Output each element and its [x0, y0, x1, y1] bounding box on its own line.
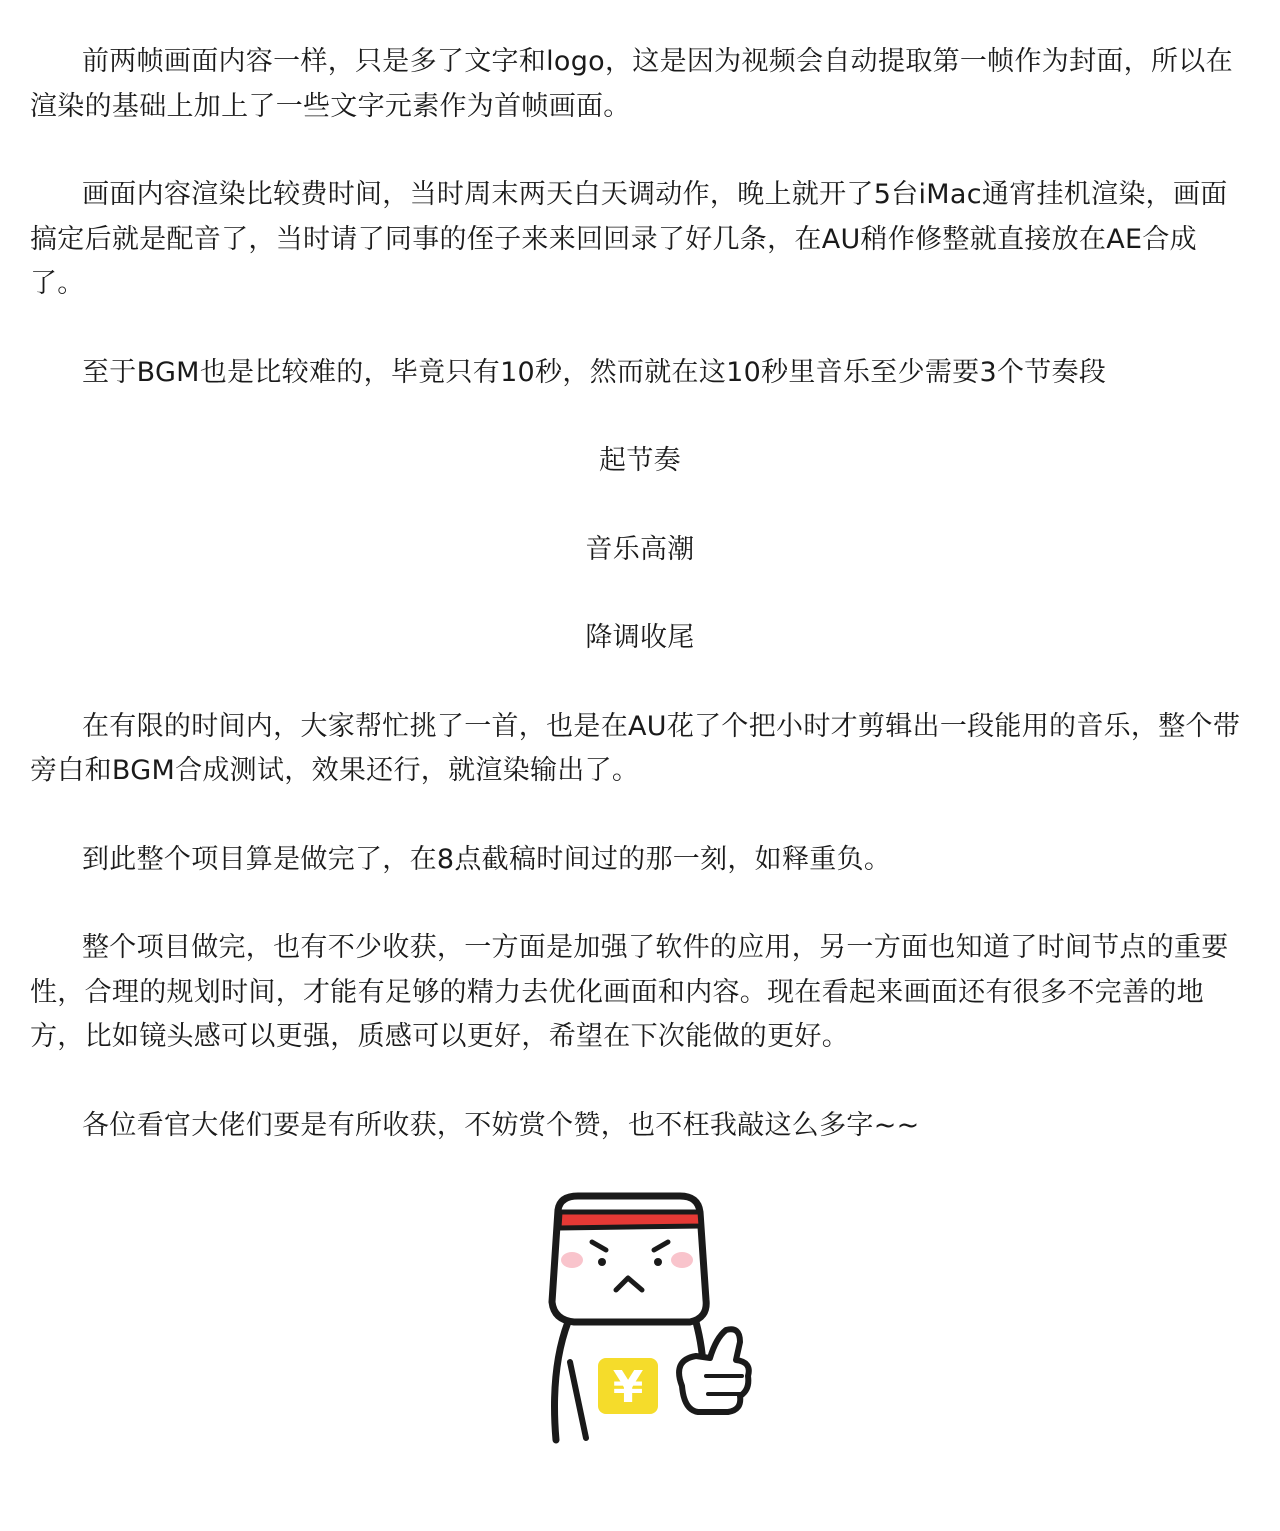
thumbs-up-mascot-icon	[530, 1190, 770, 1450]
section-ending: 降调收尾	[585, 622, 695, 653]
paragraph-rendering: 画面内容渲染比较费时间，当时周末两天白天调动作，晚上就开了5台iMac通宵挂机渲染，画面搞定后就是配音了，当时请了同事的侄子来来回回录了好几条，在AU稍作修整就直接放在AE合成了。	[30, 179, 1228, 299]
section-start-rhythm: 起节奏	[599, 445, 681, 476]
headband-icon	[559, 1212, 701, 1228]
paragraph-bgm: 至于BGM也是比较难的，毕竟只有10秒，然而就在这10秒里音乐至少需要3个节奏段	[82, 356, 1107, 388]
section-music-climax: 音乐高潮	[585, 533, 695, 565]
paragraph-takeaways: 整个项目做完，也有不少收获，一方面是加强了软件的应用，另一方面也知道了时间节点的重要性，合理的规划时间，才能有足够的精力去优化画面和内容。现在看起来画面还有很多不完善的地方，比如镜头感可以更强，质感可以更好，希望在下次能做的更好。	[30, 932, 1229, 1052]
article-body	[30, 40, 1250, 1148]
paragraph-thanks: 各位看官大佬们要是有所收获，不妨赏个赞，也不枉我敲这么多字~~	[82, 1109, 920, 1141]
svg-text:¥: ¥	[612, 1362, 644, 1413]
paragraph-project-done: 到此整个项目算是做完了，在8点截稿时间过的那一刻，如释重负。	[82, 843, 892, 875]
paragraph-cover-frame: 前两帧画面内容一样，只是多了文字和logo，这是因为视频会自动提取第一帧作为封面，所以在渲染的基础上加上了一些文字元素作为首帧画面。	[30, 46, 1233, 122]
paragraph-music-edit: 在有限的时间内，大家帮忙挑了一首，也是在AU花了个把小时才剪辑出一段能用的音乐，整个带旁白和BGM合成测试，效果还行，就渲染输出了。	[30, 710, 1241, 786]
